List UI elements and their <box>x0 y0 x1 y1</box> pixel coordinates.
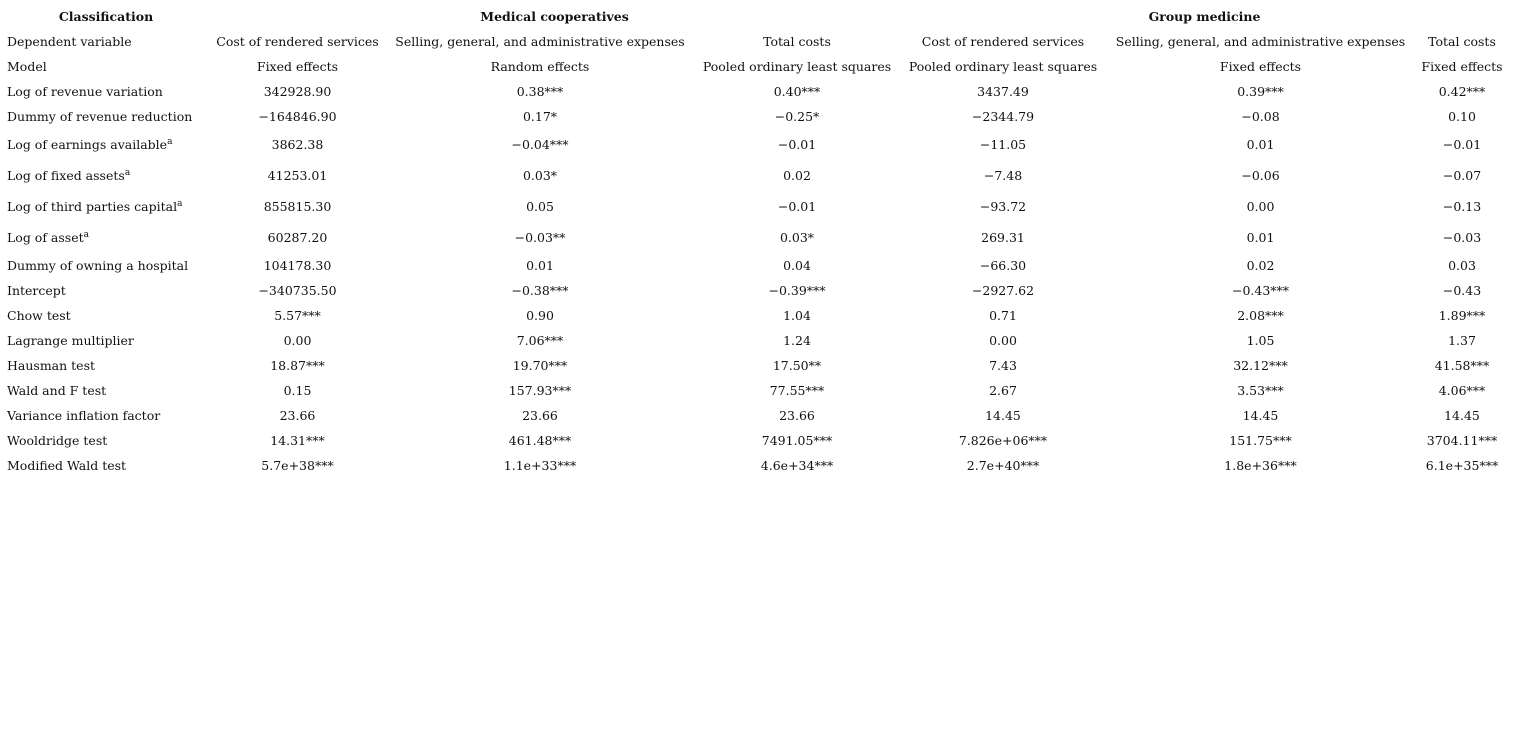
row-label-text: Dummy of owning a hospital <box>7 257 189 273</box>
table-cell: 0.00 <box>989 332 1017 348</box>
table-cell: 3862.38 <box>271 136 324 152</box>
table-cell: 0.39*** <box>1237 83 1284 99</box>
table-cell: 14.31*** <box>270 432 325 448</box>
row-label <box>3 160 209 191</box>
table-cell: 17.50** <box>772 357 822 373</box>
table-cell: 0.15 <box>283 382 312 398</box>
table-cell: 342928.90 <box>263 83 332 99</box>
table-cell: 0.71 <box>989 307 1017 323</box>
row-label <box>3 104 209 129</box>
table-cell: 0.10 <box>1448 108 1476 124</box>
table-cell: −7.48 <box>983 167 1023 183</box>
footnote-marker: a <box>167 136 173 147</box>
table-row <box>3 453 1509 478</box>
row-label <box>3 303 209 328</box>
table-cell: 14.45 <box>1444 407 1480 423</box>
table-cell: 60287.20 <box>267 229 328 245</box>
table-cell: 0.00 <box>1246 198 1275 214</box>
table-cell: Pooled ordinary least squares <box>908 58 1098 74</box>
row-label-text: Log of asset <box>7 229 84 245</box>
row-label-text: Dependent variable <box>7 33 132 49</box>
table-body <box>3 29 1509 478</box>
table-cell: 7.826e+06*** <box>958 432 1048 448</box>
table-cell: 157.93*** <box>508 382 572 398</box>
table-cell: −0.39*** <box>768 282 826 298</box>
table-row <box>3 160 1509 191</box>
table-cell: −2927.62 <box>971 282 1035 298</box>
table-cell: 1.04 <box>783 307 811 323</box>
row-label-text: Modified Wald test <box>7 457 127 473</box>
table-cell: 18.87*** <box>270 357 325 373</box>
table-row <box>3 29 1509 54</box>
table-cell: 0.02 <box>1246 257 1275 273</box>
table-row <box>3 191 1509 222</box>
table-cell: 3704.11*** <box>1426 432 1498 448</box>
table-cell: 0.02 <box>783 167 811 183</box>
table-cell: −0.38*** <box>511 282 569 298</box>
row-label-text: Wooldridge test <box>7 432 108 448</box>
footnote-marker: a <box>177 198 183 209</box>
table-cell: 0.17* <box>522 108 558 124</box>
row-label-text: Wald and F test <box>7 382 107 398</box>
row-label <box>3 253 209 278</box>
table-cell: 0.03* <box>779 229 815 245</box>
row-label <box>3 29 209 54</box>
row-label-text: Log of revenue variation <box>7 83 163 99</box>
table-cell: 1.89*** <box>1438 307 1486 323</box>
table-cell: 6.1e+35*** <box>1425 457 1499 473</box>
row-label <box>3 278 209 303</box>
table-cell: 2.7e+40*** <box>966 457 1040 473</box>
table-cell: 7.43 <box>989 357 1017 373</box>
table-cell: 3437.49 <box>977 83 1029 99</box>
table-cell: 0.03* <box>522 167 558 183</box>
table-row <box>3 328 1509 353</box>
table-cell: 0.38*** <box>516 83 564 99</box>
table-cell: 4.6e+34*** <box>760 457 834 473</box>
table-cell: 151.75*** <box>1229 432 1292 448</box>
table-cell: −0.01 <box>777 136 817 152</box>
table-cell: −0.03 <box>1442 229 1482 245</box>
table-cell: Total costs <box>763 33 831 49</box>
table-cell: 5.7e+38*** <box>261 457 334 473</box>
table-cell: 41253.01 <box>267 167 328 183</box>
row-label <box>3 79 209 104</box>
table-cell: Total costs <box>1428 33 1496 49</box>
table-row <box>3 54 1509 79</box>
table-cell: −0.43 <box>1442 282 1482 298</box>
table-row <box>3 278 1509 303</box>
table-cell: 14.45 <box>985 407 1021 423</box>
table-cell: 0.01 <box>526 257 554 273</box>
table-cell: −0.01 <box>1442 136 1482 152</box>
table-cell: 0.40*** <box>773 83 821 99</box>
group-medicine-header: Group medicine <box>1148 8 1261 24</box>
table-cell: Fixed effects <box>256 58 339 74</box>
row-label <box>3 328 209 353</box>
table-cell: −0.01 <box>777 198 817 214</box>
table-cell: 14.45 <box>1242 407 1279 423</box>
table-cell: 23.66 <box>279 407 316 423</box>
row-label-text: Intercept <box>7 282 66 298</box>
table-cell: −0.03** <box>514 229 566 245</box>
row-label <box>3 403 209 428</box>
table-cell: −11.05 <box>979 136 1027 152</box>
table-cell: 7491.05*** <box>761 432 833 448</box>
table-row <box>3 129 1509 160</box>
table-cell: 41.58*** <box>1434 357 1490 373</box>
table-row <box>3 104 1509 129</box>
table-row <box>3 428 1509 453</box>
classification-header: Classification <box>58 8 154 24</box>
regression-results-table <box>3 4 1509 478</box>
table-row <box>3 79 1509 104</box>
row-label <box>3 378 209 403</box>
table-row <box>3 378 1509 403</box>
table-cell: −164846.90 <box>258 108 337 124</box>
table-cell: Cost of rendered services <box>216 33 379 49</box>
row-label-text: Lagrange multiplier <box>7 332 134 348</box>
row-label <box>3 222 209 253</box>
row-label-text: Log of earnings available <box>7 136 168 152</box>
table-cell: 0.05 <box>526 198 554 214</box>
table-cell: 7.06*** <box>516 332 564 348</box>
footnote-marker: a <box>83 229 90 240</box>
table-row <box>3 303 1509 328</box>
table-cell: 855815.30 <box>263 198 332 214</box>
row-label-text: Variance inflation factor <box>7 407 161 423</box>
row-label <box>3 453 209 478</box>
row-label-text: Log of fixed assets <box>7 167 125 183</box>
table-cell: Pooled ordinary least squares <box>702 58 892 74</box>
table-cell: 1.8e+36*** <box>1224 457 1297 473</box>
table-cell: −0.08 <box>1241 108 1280 124</box>
table-cell: 269.31 <box>981 229 1025 245</box>
table-cell: Fixed effects <box>1219 58 1302 74</box>
table-cell: −2344.79 <box>971 108 1035 124</box>
table-row <box>3 403 1509 428</box>
table-cell: 0.01 <box>1246 229 1275 245</box>
table-cell: Selling, general, and administrative expenses <box>395 33 685 49</box>
table-cell: 0.03 <box>1448 257 1476 273</box>
table-cell: 32.12*** <box>1233 357 1288 373</box>
row-label <box>3 353 209 378</box>
table-cell: 0.00 <box>283 332 312 348</box>
footnote-marker: a <box>124 167 131 178</box>
row-label <box>3 129 209 160</box>
table-cell: 1.37 <box>1448 332 1476 348</box>
table-row <box>3 222 1509 253</box>
row-label-text: Model <box>7 58 47 74</box>
table-cell: −93.72 <box>979 198 1027 214</box>
row-label-text: Hausman test <box>7 357 96 373</box>
table-cell: 2.67 <box>989 382 1017 398</box>
row-label <box>3 428 209 453</box>
table-cell: −0.04*** <box>511 136 569 152</box>
row-label <box>3 54 209 79</box>
table-cell: −0.25* <box>774 108 820 124</box>
table-cell: 0.42*** <box>1438 83 1486 99</box>
row-label-text: Log of third parties capital <box>7 198 178 214</box>
table-cell: −0.06 <box>1241 167 1280 183</box>
table-cell: −340735.50 <box>258 282 337 298</box>
table-cell: −0.13 <box>1442 198 1482 214</box>
table-cell: 0.04 <box>783 257 811 273</box>
table-cell: 461.48*** <box>508 432 572 448</box>
table-cell: Fixed effects <box>1421 58 1503 74</box>
header-row <box>3 4 1509 29</box>
table-cell: 104178.30 <box>263 257 332 273</box>
table-cell: 1.1e+33*** <box>503 457 577 473</box>
table-header <box>3 4 1509 29</box>
table-cell: 77.55*** <box>769 382 825 398</box>
table-cell: 2.08*** <box>1237 307 1284 323</box>
table-cell: 23.66 <box>779 407 815 423</box>
table-cell: 3.53*** <box>1237 382 1284 398</box>
row-label <box>3 191 209 222</box>
medical-cooperatives-header: Medical cooperatives <box>480 8 629 24</box>
table-cell: 0.01 <box>1246 136 1275 152</box>
table-cell: Selling, general, and administrative expenses <box>1115 33 1406 49</box>
table-row <box>3 253 1509 278</box>
table-row <box>3 353 1509 378</box>
table-cell: 1.05 <box>1246 332 1275 348</box>
table-cell: −0.07 <box>1442 167 1482 183</box>
table-cell: Cost of rendered services <box>921 33 1085 49</box>
table-cell: 5.57*** <box>274 307 321 323</box>
table-cell: Random effects <box>490 58 590 74</box>
table-cell: 23.66 <box>522 407 558 423</box>
row-label-text: Dummy of revenue reduction <box>7 108 193 124</box>
table-cell: 19.70*** <box>512 357 568 373</box>
table-cell: −66.30 <box>979 257 1027 273</box>
row-label-text: Chow test <box>7 307 71 323</box>
table-cell: 4.06*** <box>1438 382 1486 398</box>
table-cell: −0.43*** <box>1231 282 1290 298</box>
table-cell: 0.90 <box>526 307 554 323</box>
table-cell: 1.24 <box>783 332 811 348</box>
